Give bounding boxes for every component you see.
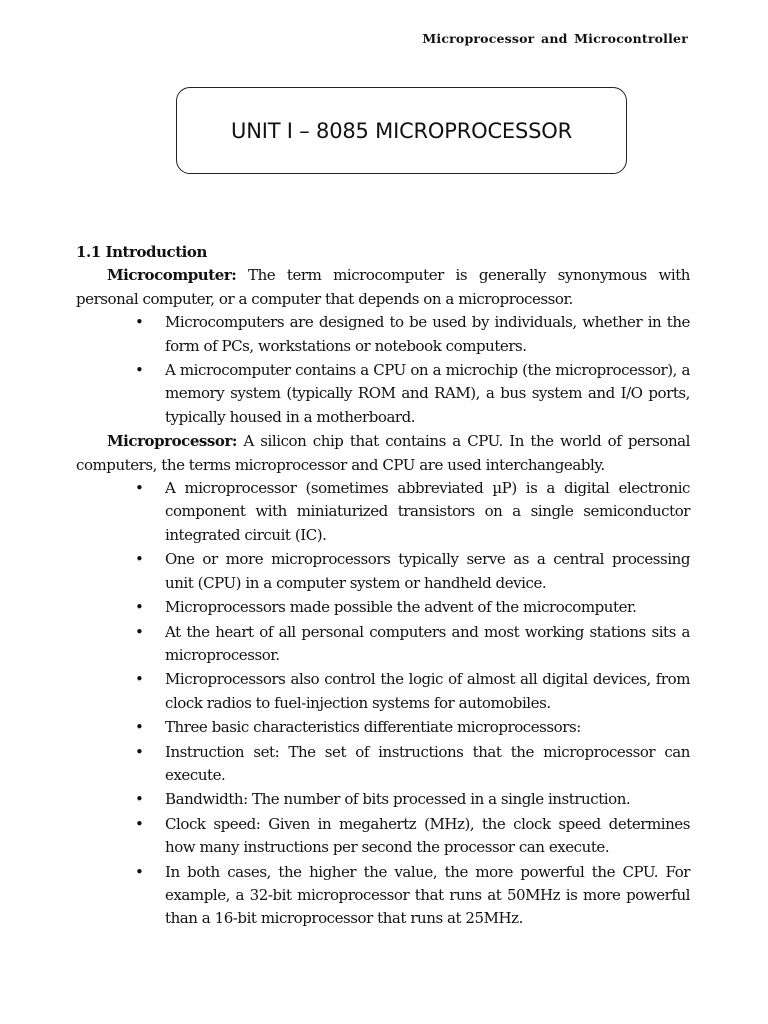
list-item bbox=[135, 741, 690, 788]
list-item bbox=[135, 668, 690, 715]
list-item bbox=[135, 621, 690, 668]
document-body bbox=[76, 241, 690, 932]
list-item bbox=[135, 596, 690, 619]
bullet-icon: • bbox=[135, 670, 144, 689]
list-item-text: A microprocessor (sometimes abbreviated µP) is a digital electronic component with miniaturized transistors on a single semiconductor integrated circuit (IC). bbox=[165, 479, 690, 544]
list-item bbox=[135, 359, 690, 429]
list-item bbox=[135, 548, 690, 595]
microcomputer-definition: The term microcomputer is generally synonymous with personal computer, or a computer that depends on a microprocessor. bbox=[76, 266, 690, 308]
bullet-icon: • bbox=[135, 790, 144, 809]
bullet-icon: • bbox=[135, 742, 144, 761]
bullet-icon: • bbox=[135, 313, 144, 332]
microcomputer-bullet-list bbox=[76, 311, 690, 429]
bullet-icon: • bbox=[135, 550, 144, 569]
running-header: Microprocessor and Microcontroller bbox=[422, 31, 688, 46]
list-item-text: Instruction set: The set of instructions that the microprocessor can execute. bbox=[165, 742, 690, 784]
microcomputer-term: Microcomputer: bbox=[107, 266, 237, 285]
microprocessor-term: Microprocessor: bbox=[107, 432, 238, 451]
list-item-text: One or more microprocessors typically serve as a central processing unit (CPU) in a computer system or handheld device. bbox=[165, 550, 690, 592]
bullet-icon: • bbox=[135, 718, 144, 737]
list-item bbox=[135, 477, 690, 547]
bullet-icon: • bbox=[135, 361, 144, 380]
list-item-text: Clock speed: Given in megahertz (MHz), the clock speed determines how many instructions per second the processor can execute. bbox=[165, 814, 690, 857]
section-heading: 1.1 Introduction bbox=[76, 243, 207, 261]
list-item-text: At the heart of all personal computers and most working stations sits a microprocessor. bbox=[165, 622, 690, 664]
list-item-text: Microcomputers are designed to be used by individuals, whether in the form of PCs, workstations or notebook computers. bbox=[165, 313, 690, 355]
list-item bbox=[135, 861, 690, 931]
list-item-text: In both cases, the higher the value, the more powerful the CPU. For example, a 32-bit microprocessor that runs at 50MHz is more powerful than a 16-bit microprocessor that runs at 25MHz. bbox=[165, 862, 690, 928]
bullet-icon: • bbox=[135, 814, 144, 833]
microprocessor-bullet-list bbox=[76, 477, 690, 931]
bullet-icon: • bbox=[135, 862, 144, 881]
list-item-text: Microprocessors made possible the advent of the microcomputer. bbox=[165, 598, 637, 617]
microprocessor-paragraph bbox=[76, 430, 690, 477]
list-item-text: Bandwidth: The number of bits processed in a single instruction. bbox=[165, 790, 631, 809]
list-item-text: Microprocessors also control the logic of almost all digital devices, from clock radios to fuel-injection systems for automobiles. bbox=[165, 670, 690, 712]
bullet-icon: • bbox=[135, 598, 144, 617]
list-item-text: A microcomputer contains a CPU on a microchip (the microprocessor), a memory system (typically ROM and RAM), a bus system and I/O ports, typically housed in a motherboard. bbox=[165, 361, 690, 426]
bullet-icon: • bbox=[135, 622, 144, 641]
list-item bbox=[135, 813, 690, 860]
unit-title: UNIT I – 8085 MICROPROCESSOR bbox=[231, 118, 572, 143]
microprocessor-definition: A silicon chip that contains a CPU. In the world of personal computers, the terms microprocessor and CPU are used interchangeably. bbox=[76, 432, 690, 474]
list-item-text: Three basic characteristics differentiate microprocessors: bbox=[165, 718, 581, 737]
unit-title-box bbox=[176, 87, 627, 174]
list-item bbox=[135, 311, 690, 358]
microcomputer-paragraph bbox=[76, 264, 690, 311]
bullet-icon: • bbox=[135, 479, 144, 498]
list-item bbox=[135, 788, 690, 811]
list-item bbox=[135, 716, 690, 739]
